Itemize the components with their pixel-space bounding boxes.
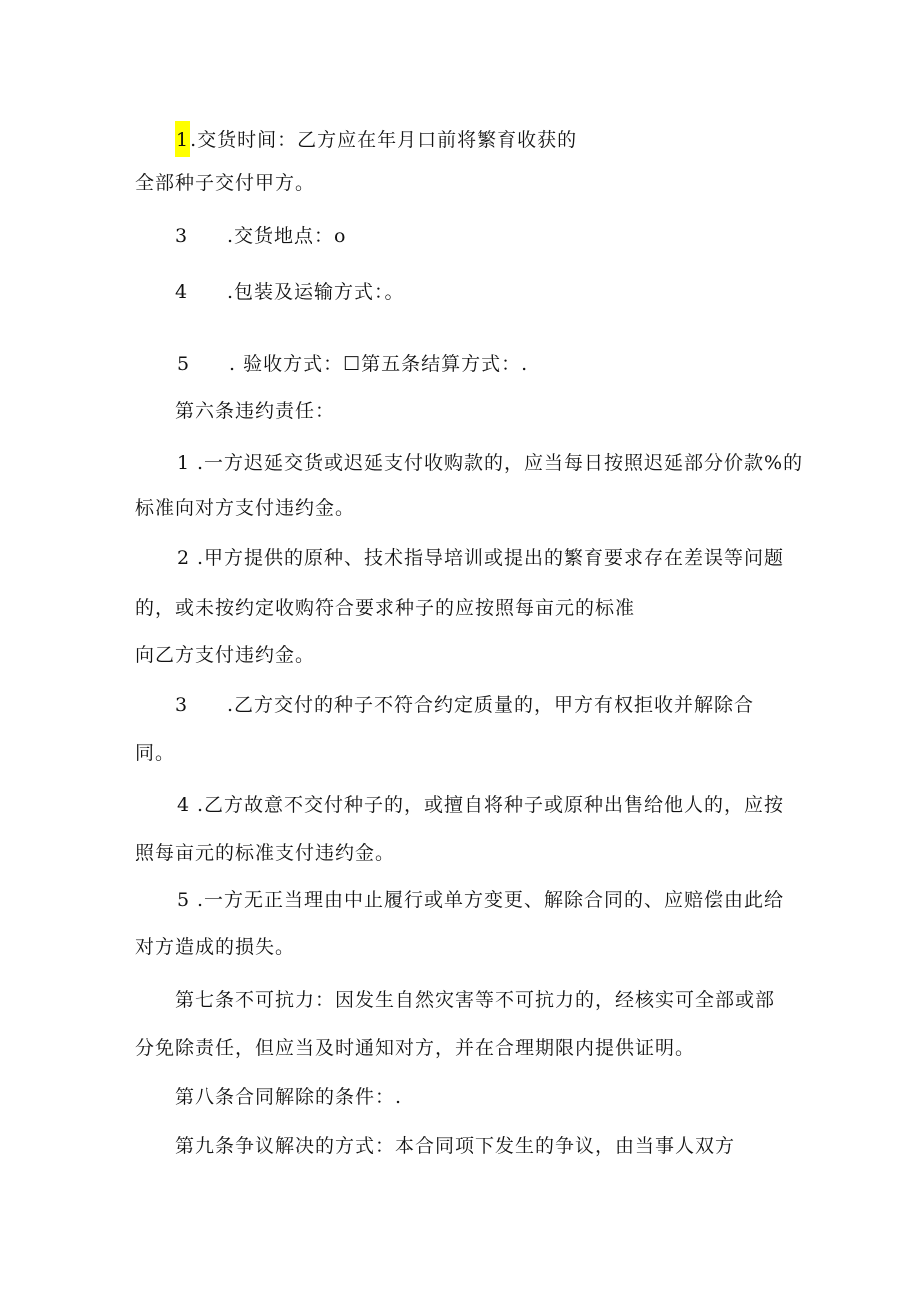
line-text: .一方迟延交货或迟延支付收购款的，应当每日按照迟延部分价款%的 <box>197 452 804 474</box>
item-number: 3 <box>175 225 189 247</box>
article-eight <box>175 1085 402 1109</box>
line-text: 全部种子交付甲方。 <box>135 172 316 194</box>
article-seven <box>175 988 775 1012</box>
article-seven-cont <box>135 1036 695 1060</box>
article-six-heading <box>175 399 335 423</box>
line-text: 第九条争议解决的方式：本合同项下发生的争议，由当事人双方 <box>175 1135 736 1157</box>
line-text: . 验收方式：☐第五条结算方式：. <box>229 353 529 375</box>
line-breach-4 <box>177 793 784 817</box>
item-number: 1 <box>177 452 191 474</box>
line-delivery-place <box>175 224 346 248</box>
line-text: 第七条不可抗力：因发生自然灾害等不可抗力的，经核实可全部或部 <box>175 989 776 1011</box>
line-text: .包装及运输方式：。 <box>227 281 405 303</box>
line-breach-1-cont <box>135 496 355 520</box>
line-text: .甲方提供的原种、技术指导培训或提出的繁育要求存在差误等问题 <box>197 547 785 569</box>
line-text: 同。 <box>135 742 176 764</box>
line-text: 第八条合同解除的条件：. <box>175 1086 403 1108</box>
line-breach-2-cont2 <box>135 643 315 667</box>
item-number: 4 <box>175 281 189 303</box>
line-delivery-cont <box>135 171 315 195</box>
line-breach-4-cont <box>135 841 395 865</box>
line-text: .交货地点：o <box>227 225 347 247</box>
line-text: .乙方故意不交付种子的，或擅自将种子或原种出售给他人的，应按 <box>197 794 785 816</box>
line-text: 标准向对方支付违约金。 <box>135 497 356 519</box>
line-text: 的，或未按约定收购符合要求种子的应按照每亩元的标准 <box>135 597 636 619</box>
line-text: .乙方交付的种子不符合约定质量的，甲方有权拒收并解除合 <box>227 694 755 716</box>
line-text: 第六条违约责任： <box>175 400 336 422</box>
line-breach-2-cont <box>135 596 635 620</box>
line-packaging <box>175 280 405 304</box>
item-number: 4 <box>177 794 191 816</box>
line-delivery-time <box>175 121 577 157</box>
line-breach-5 <box>177 888 784 912</box>
line-breach-2 <box>177 546 784 570</box>
item-number: 2 <box>177 547 191 569</box>
item-number: 5 <box>177 889 191 911</box>
item-number: 3 <box>175 694 189 716</box>
line-text: .一方无正当理由中止履行或单方变更、解除合同的、应赔偿由此给 <box>197 889 785 911</box>
line-text: .交货时间：乙方应在年月口前将繁育收获的 <box>190 129 578 151</box>
item-number: 5 <box>177 353 191 375</box>
line-text: 照每亩元的标准支付违约金。 <box>135 842 396 864</box>
item-number-highlighted: 1 <box>175 121 190 157</box>
line-text: 分免除责任，但应当及时通知对方，并在合理期限内提供证明。 <box>135 1037 696 1059</box>
line-acceptance <box>177 352 528 376</box>
line-text: 对方造成的损失。 <box>135 936 296 958</box>
line-breach-1 <box>177 451 803 475</box>
line-breach-3 <box>175 693 754 717</box>
article-nine <box>175 1134 735 1158</box>
line-breach-5-cont <box>135 935 295 959</box>
line-text: 向乙方支付违约金。 <box>135 644 316 666</box>
line-breach-3-cont <box>135 741 175 765</box>
